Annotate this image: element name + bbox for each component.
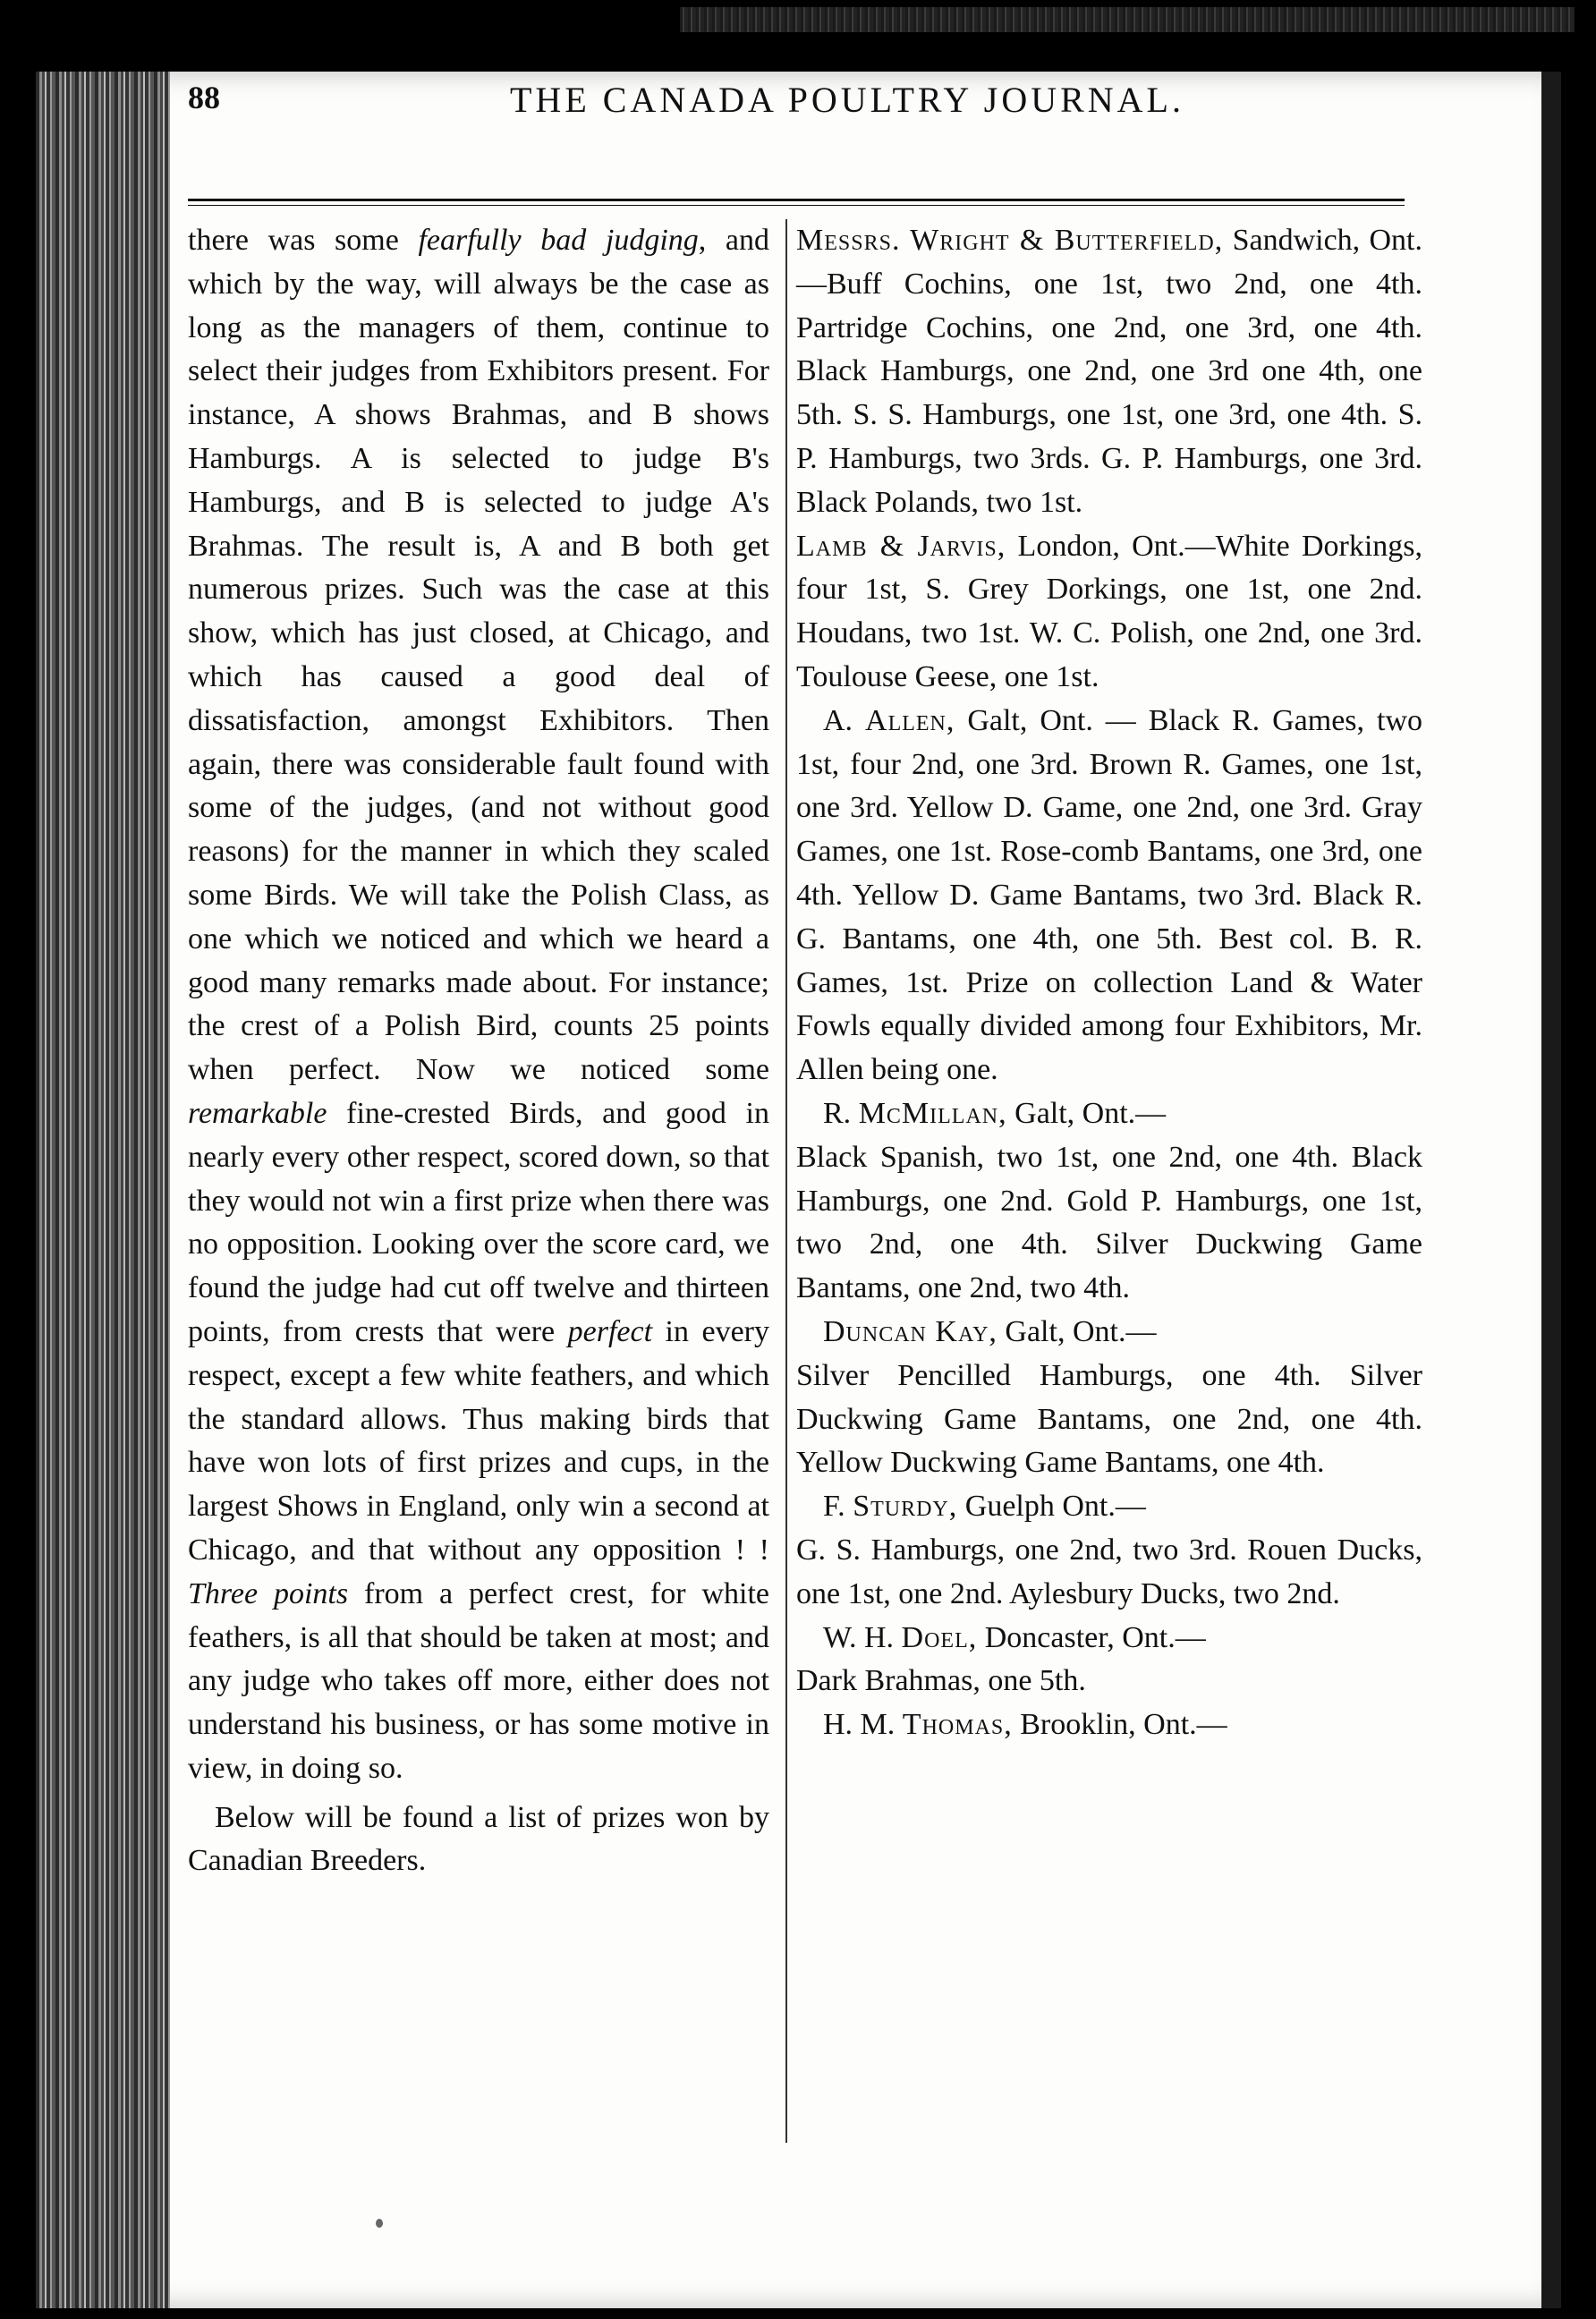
page-header <box>188 79 1413 150</box>
scanner-edge-strip <box>680 7 1575 32</box>
prize-entry: Dark Brahmas, one 5th. <box>796 1664 1086 1698</box>
prize-entry: G. S. Hamburgs, one 2nd, two 3rd. Rouen Ducks, one 1st, one 2nd. Aylesbury Ducks, two 2nd. <box>796 1533 1422 1610</box>
prize-entry: A. Allen, Galt, Ont. — Black R. Games, two 1st, four 2nd, one 3rd. Brown R. Games, one 1st, one 3rd. Yellow D. Game, one 2nd, one 3rd. Gray Games, one 1st. Rose-comb Bantams, one 3rd, one 4th. Yellow D. Game Bantams, two 3rd. Black R. G. Bantams, one 4th, one 5th. Best col. B. R. Games, 1st. Prize on collection Land & Water Fowls equally divided among four Exhibitors, Mr. Allen being one. <box>796 703 1422 1087</box>
prize-entry-heading: R. McMillan, Galt, Ont.— <box>823 1096 1167 1130</box>
prize-entry: Silver Pencilled Hamburgs, one 4th. Silver Duckwing Game Bantams, one 2nd, one 4th. Yellow Duckwing Game Bantams, one 4th. <box>796 1358 1422 1480</box>
column-divider <box>785 219 787 2143</box>
prize-entry-heading: H. M. Thomas, Brooklin, Ont.— <box>823 1708 1227 1742</box>
prize-entry-heading: F. Sturdy, Guelph Ont.— <box>823 1490 1146 1524</box>
prize-entry-heading: W. H. Doel, Doncaster, Ont.— <box>823 1620 1206 1654</box>
prize-list-intro: Below will be found a list of prizes won by Canadian Breeders. <box>188 1800 769 1878</box>
page-edge <box>1541 72 1561 2308</box>
page-number: 88 <box>188 80 220 115</box>
running-title: THE CANADA POULTRY JOURNAL. <box>510 80 1184 120</box>
ink-speck <box>376 2219 383 2228</box>
header-rule <box>188 199 1405 201</box>
prize-entry: Lamb & Jarvis, London, Ont.—White Dorkings, four 1st, S. Grey Dorkings, one 1st, one 2nd. Houdans, two 1st. W. C. Polish, one 2nd, one 3rd. Toulouse Geese, one 1st. <box>796 529 1423 693</box>
book-spine <box>36 72 170 2308</box>
header-rule-thin <box>188 205 1405 206</box>
right-column <box>796 219 1422 1747</box>
prize-entry: Messrs. Wright & Butterfield, Sandwich, Ont.—Buff Cochins, one 1st, two 2nd, one 4th. Partridge Cochins, one 2nd, one 3rd, one 4th. Black Hamburgs, one 2nd, one 3rd one 4th, one 5th. S. S. Hamburgs, one 1st, one 3rd, one 4th. S. P. Hamburgs, two 3rds. G. P. Hamburgs, one 3rd. Black Polands, two 1st. <box>796 224 1422 519</box>
editorial-paragraph: there was some fearfully bad judging, and which by the way, will always be the case as long as the managers of them, continue to select their judges from Exhibitors present. For instance, A shows Brahmas, and B shows Hamburgs. A is selected to judge B's Hamburgs, and B is selected to judge A's Brahmas. The result is, A and B both get numerous prizes. Such was the case at this show, which has just closed, at Chicago, and which has caused a good deal of dissatisfaction, amongst Exhibitors. Then again, there was considerable fault found with some of the judges, (and not without good reasons) for the manner in which they scaled some Birds. We will take the Polish Class, as one which we noticed and which we heard a good many remarks made about. For instance; the crest of a Polish Bird, counts 25 points when perfect. Now we noticed some remarkable fine-crested Birds, and good in nearly every other respect, scored down, so that they would not win a first prize when there was no opposition. Looking over the score card, we found the judge had cut off twelve and thirteen points, from crests that were perfect in every respect, except a few white feathers, and which the standard allows. Thus making birds that have won lots of first prizes and cups, in the largest Shows in England, only win a second at Chicago, and that without any opposition ! ! Three points from a perfect crest, for white feathers, is all that should be taken at most; and any judge who takes off more, either does not understand his business, or has some motive in view, in doing so. <box>188 224 770 1785</box>
prize-entry-heading: Duncan Kay, Galt, Ont.— <box>823 1314 1157 1348</box>
left-column <box>188 219 769 1883</box>
prize-entry: Black Spanish, two 1st, one 2nd, one 4th. Black Hamburgs, one 2nd. Gold P. Hamburgs, one 1st, two 2nd, one 4th. Silver Duckwing Game Bantams, one 2nd, two 4th. <box>796 1140 1422 1305</box>
